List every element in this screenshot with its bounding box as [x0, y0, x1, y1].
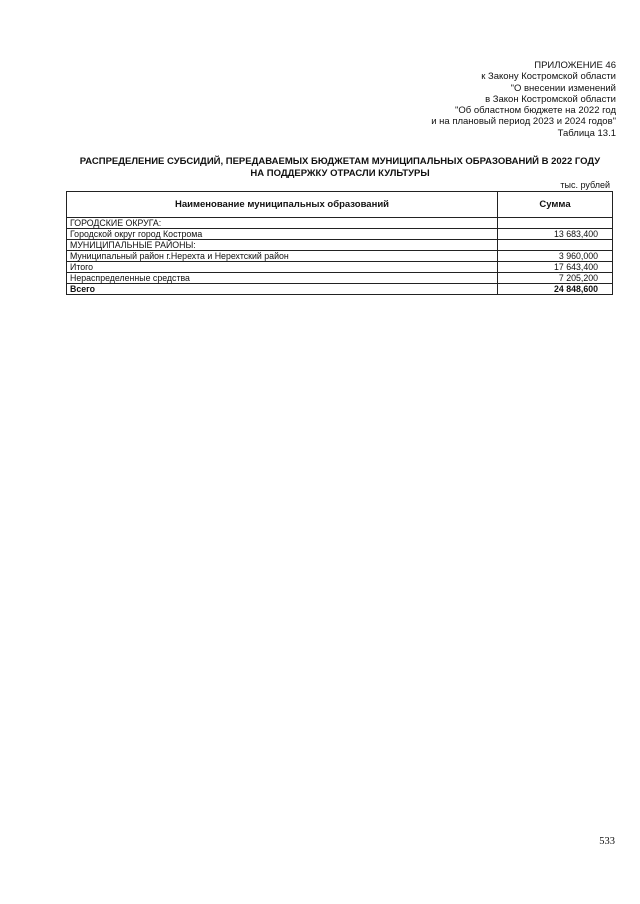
appendix-header-line: и на плановый период 2023 и 2024 годов" [431, 116, 616, 128]
row-name: Итого [67, 262, 498, 273]
units-label: тыс. рублей [560, 180, 610, 190]
appendix-header-line: "О внесении изменений [510, 82, 616, 94]
total-row [67, 284, 613, 295]
appendix-header [431, 60, 616, 139]
table-row [67, 218, 613, 229]
table-header-row [67, 192, 613, 218]
row-sum: 3 960,000 [498, 251, 613, 262]
table-number: Таблица 13.1 [557, 127, 616, 139]
row-name: Нераспределенные средства [67, 273, 498, 284]
document-title-line-1: РАСПРЕДЕЛЕНИЕ СУБСИДИЙ, ПЕРЕДАВАЕМЫХ БЮДЖЕТАМ МУНИЦИПАЛЬНЫХ ОБРАЗОВАНИЙ В 2022 ГОДУ [79, 156, 601, 167]
subsidy-table [66, 191, 613, 295]
appendix-header-line: ПРИЛОЖЕНИЕ 46 [534, 60, 616, 71]
table-row [67, 229, 613, 240]
row-sum: 7 205,200 [498, 273, 613, 284]
page-number: 533 [599, 836, 615, 847]
column-header-sum: Сумма [498, 192, 613, 218]
row-sum: 17 643,400 [498, 262, 613, 273]
row-name: Муниципальный район г.Нерехта и Нерехтский район [67, 251, 498, 262]
total-row-name: Всего [67, 284, 498, 295]
row-name: Городской округ город Кострома [67, 229, 498, 240]
row-sum [498, 240, 613, 251]
row-name: МУНИЦИПАЛЬНЫЕ РАЙОНЫ: [67, 240, 498, 251]
total-row-sum: 24 848,600 [498, 284, 613, 295]
appendix-header-line: в Закон Костромской области [485, 93, 616, 105]
table-row [67, 240, 613, 251]
row-sum [498, 218, 613, 229]
document-title [60, 156, 620, 179]
row-name: ГОРОДСКИЕ ОКРУГА: [67, 218, 498, 229]
document-title-line-2: НА ПОДДЕРЖКУ ОТРАСЛИ КУЛЬТУРЫ [250, 167, 430, 179]
row-sum: 13 683,400 [498, 229, 613, 240]
table-row [67, 273, 613, 284]
appendix-header-line: "Об областном бюджете на 2022 год [455, 105, 616, 117]
column-header-name: Наименование муниципальных образований [67, 192, 498, 218]
appendix-header-line: к Закону Костромской области [481, 71, 616, 83]
table-row [67, 262, 613, 273]
table-row [67, 251, 613, 262]
